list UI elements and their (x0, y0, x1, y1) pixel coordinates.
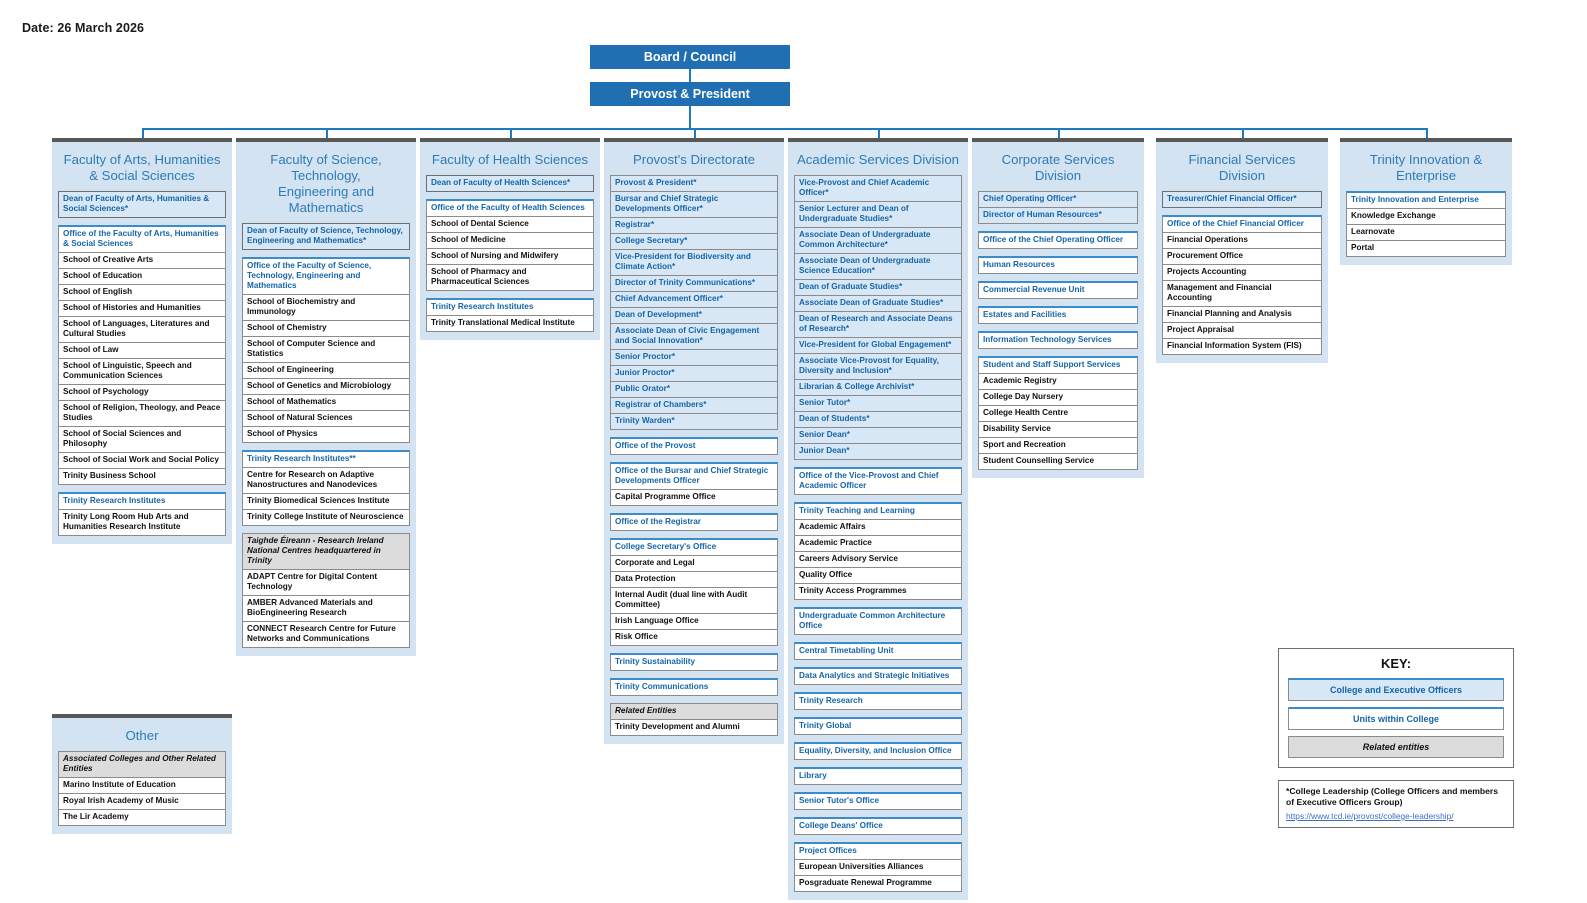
column-title: Corporate Services Division (1001, 152, 1115, 183)
unit-box[interactable]: Student Counselling Service (978, 453, 1138, 470)
officer-box[interactable]: Bursar and Chief Strategic Developments Officer* (610, 191, 778, 218)
officer-box[interactable]: College Secretary* (610, 233, 778, 250)
officer-box[interactable]: Registrar* (610, 217, 778, 234)
key-item-officer: College and Executive Officers (1288, 678, 1504, 701)
column-title: Financial Services Division (1188, 152, 1296, 183)
unit-box[interactable]: Trinity Long Room Hub Arts and Humanities Research Institute (58, 509, 226, 536)
box-group (794, 767, 962, 785)
unit-box[interactable]: Posgraduate Renewal Programme (794, 875, 962, 892)
date-label: Date: 26 March 2026 (22, 21, 145, 35)
column-other (52, 714, 232, 834)
key-legend (1278, 648, 1514, 768)
box-group (610, 513, 778, 531)
unit-head-box[interactable]: Trinity Research (794, 692, 962, 710)
unit-head-box[interactable]: Office of the Faculty of Arts, Humanities & Social Sciences (58, 225, 226, 253)
unit-box[interactable]: Disability Service (978, 421, 1138, 438)
officer-box[interactable]: Junior Proctor* (610, 365, 778, 382)
connector-bus (142, 128, 1426, 130)
unit-box[interactable]: School of Mathematics (242, 394, 410, 411)
officer-box[interactable]: Vice-President for Global Engagement* (794, 337, 962, 354)
unit-box[interactable]: ADAPT Centre for Digital Content Technology (242, 569, 410, 596)
officer-box[interactable]: Senior Tutor* (794, 395, 962, 412)
unit-box[interactable]: Trinity Access Programmes (794, 583, 962, 600)
column-academic-services-division (788, 138, 968, 900)
unit-box[interactable]: Academic Practice (794, 535, 962, 552)
unit-head-box[interactable]: Information Technology Services (978, 331, 1138, 349)
unit-box[interactable]: School of Pharmacy and Pharmaceutical Sciences (426, 264, 594, 291)
unit-head-box[interactable]: Trinity Global (794, 717, 962, 735)
unit-box[interactable]: School of Law (58, 342, 226, 359)
connector-drop-7 (1426, 128, 1428, 138)
unit-box[interactable]: Risk Office (610, 629, 778, 646)
column-title: Provost's Directorate (633, 152, 755, 167)
column-title: Trinity Innovation & Enterprise (1369, 152, 1483, 183)
unit-box[interactable]: Quality Office (794, 567, 962, 584)
unit-head-box[interactable]: Senior Tutor's Office (794, 792, 962, 810)
unit-box[interactable]: School of Medicine (426, 232, 594, 249)
unit-box[interactable]: Academic Affairs (794, 519, 962, 536)
unit-box[interactable]: Internal Audit (dual line with Audit Committee) (610, 587, 778, 614)
unit-box[interactable]: School of Education (58, 268, 226, 285)
box-group (58, 191, 226, 218)
officer-box[interactable]: Dean of Research and Associate Deans of Research* (794, 311, 962, 338)
key-item-related: Related entities (1288, 736, 1504, 758)
unit-head-box[interactable]: College Deans' Office (794, 817, 962, 835)
footnote-box (1278, 780, 1514, 828)
unit-head-box[interactable]: Office of the Faculty of Science, Technology, Engineering and Mathematics (242, 257, 410, 295)
box-group (978, 231, 1138, 249)
unit-head-box[interactable]: Office of the Faculty of Health Sciences (426, 199, 594, 217)
box-group (426, 199, 594, 291)
officer-box[interactable]: Dean of Development* (610, 307, 778, 324)
unit-head-box[interactable]: Central Timetabling Unit (794, 642, 962, 660)
officer-box[interactable]: Dean of Graduate Studies* (794, 279, 962, 296)
unit-box[interactable]: School of Chemistry (242, 320, 410, 337)
box-group (242, 223, 410, 250)
officer-box[interactable]: Treasurer/Chief Financial Officer* (1162, 191, 1322, 208)
key-title: KEY: (1380, 656, 1412, 671)
column-trinity-innovation-enterprise (1340, 138, 1512, 265)
unit-box[interactable]: Financial Information System (FIS) (1162, 338, 1322, 355)
column-financial-services-division (1156, 138, 1328, 363)
box-group (794, 817, 962, 835)
box-group (794, 792, 962, 810)
box-group (978, 281, 1138, 299)
unit-box[interactable]: Marino Institute of Education (58, 777, 226, 794)
officer-box[interactable]: Associate Dean of Undergraduate Common Architecture* (794, 227, 962, 254)
unit-head-box[interactable]: Trinity Communications (610, 678, 778, 696)
unit-head-box[interactable]: Commercial Revenue Unit (978, 281, 1138, 299)
column-faculty-of-arts-humanities-social-scienc (52, 138, 232, 544)
officer-box[interactable]: Librarian & College Archivist* (794, 379, 962, 396)
related-entity-header[interactable]: Related Entities (610, 703, 778, 720)
box-group (610, 653, 778, 671)
unit-box[interactable]: College Health Centre (978, 405, 1138, 422)
column-provost-s-directorate (604, 138, 784, 744)
box-group (242, 450, 410, 526)
unit-box[interactable]: Trinity College Institute of Neuroscience (242, 509, 410, 526)
box-group (242, 533, 410, 648)
connector-drop-4 (878, 128, 880, 138)
officer-box[interactable]: Dean of Students* (794, 411, 962, 428)
box-group (978, 191, 1138, 224)
box-group (794, 607, 962, 635)
unit-box[interactable]: School of Languages, Literatures and Cultural Studies (58, 316, 226, 343)
officer-box[interactable]: Director of Human Resources* (978, 207, 1138, 224)
connector-drop-1 (326, 128, 328, 138)
box-group (58, 751, 226, 826)
unit-box[interactable]: School of Psychology (58, 384, 226, 401)
officer-box[interactable]: Dean of Faculty of Arts, Humanities & Social Sciences* (58, 191, 226, 218)
unit-box[interactable]: Knowledge Exchange (1346, 208, 1506, 225)
officer-box[interactable]: Associate Dean of Graduate Studies* (794, 295, 962, 312)
unit-box[interactable]: School of Religion, Theology, and Peace Studies (58, 400, 226, 427)
college-leadership-link[interactable]: https://www.tcd.ie/provost/college-leadership/ (1286, 811, 1454, 821)
footnote-text: *College Leadership (College Officers and members of Executive Officers Group) (1286, 786, 1499, 807)
key-items (1288, 678, 1504, 758)
column-title: Faculty of Health Sciences (431, 152, 589, 167)
unit-head-box[interactable]: Office of the Chief Financial Officer (1162, 215, 1322, 233)
column-title: Faculty of Science, Technology, Engineering and Mathematics (270, 152, 382, 215)
column-faculty-of-science-technology-engineerin (236, 138, 416, 656)
unit-head-box[interactable]: Trinity Research Institutes** (242, 450, 410, 468)
unit-head-box[interactable]: Trinity Research Institutes (426, 298, 594, 316)
unit-head-box[interactable]: Office of the Chief Operating Officer (978, 231, 1138, 249)
unit-box[interactable]: Trinity Translational Medical Institute (426, 315, 594, 332)
column-title: Other (125, 728, 159, 743)
box-group (978, 356, 1138, 470)
unit-box[interactable]: School of Computer Science and Statistics (242, 336, 410, 363)
officer-box[interactable]: Dean of Faculty of Science, Technology, Engineering and Mathematics* (242, 223, 410, 250)
unit-head-box[interactable]: Equality, Diversity, and Inclusion Office (794, 742, 962, 760)
unit-box[interactable]: School of Engineering (242, 362, 410, 379)
connector-board-to-provost (689, 69, 691, 82)
box-group (610, 538, 778, 646)
box-group (794, 502, 962, 600)
unit-box[interactable]: School of Nursing and Midwifery (426, 248, 594, 265)
unit-box[interactable]: Careers Advisory Service (794, 551, 962, 568)
unit-box[interactable]: AMBER Advanced Materials and BioEngineering Research (242, 595, 410, 622)
key-item-unithead: Units within College (1288, 707, 1504, 730)
box-group (794, 692, 962, 710)
unit-box[interactable]: Trinity Biomedical Sciences Institute (242, 493, 410, 510)
unit-box[interactable]: Financial Operations (1162, 232, 1322, 249)
unit-box[interactable]: School of Dental Science (426, 216, 594, 233)
box-group (794, 175, 962, 460)
unit-box[interactable]: School of Histories and Humanities (58, 300, 226, 317)
connector-drop-3 (694, 128, 696, 138)
unit-box[interactable]: School of Genetics and Microbiology (242, 378, 410, 395)
officer-box[interactable]: Dean of Faculty of Health Sciences* (426, 175, 594, 192)
unit-head-box[interactable]: Trinity Teaching and Learning (794, 502, 962, 520)
officer-box[interactable]: Senior Proctor* (610, 349, 778, 366)
box-group (1346, 191, 1506, 257)
unit-box[interactable]: Portal (1346, 240, 1506, 257)
box-group (794, 667, 962, 685)
unit-head-box[interactable]: College Secretary's Office (610, 538, 778, 556)
officer-box[interactable]: Associate Dean of Undergraduate Science Education* (794, 253, 962, 280)
unit-box[interactable]: Learnovate (1346, 224, 1506, 241)
unit-box[interactable]: Centre for Research on Adaptive Nanostructures and Nanodevices (242, 467, 410, 494)
officer-box[interactable]: Associate Vice-Provost for Equality, Diversity and Inclusion* (794, 353, 962, 380)
box-group (426, 175, 594, 192)
officer-box[interactable]: Registrar of Chambers* (610, 397, 778, 414)
unit-box[interactable]: School of Physics (242, 426, 410, 443)
unit-head-box[interactable]: Office of the Vice-Provost and Chief Academic Officer (794, 467, 962, 495)
connector-drop-5 (1058, 128, 1060, 138)
unit-head-box[interactable]: Office of the Registrar (610, 513, 778, 531)
officer-box[interactable]: Vice-Provost and Chief Academic Officer* (794, 175, 962, 202)
unit-box[interactable]: Trinity Development and Alumni (610, 719, 778, 736)
unit-box[interactable]: School of Social Work and Social Policy (58, 452, 226, 469)
box-group (610, 175, 778, 430)
box-group (978, 256, 1138, 274)
unit-box[interactable]: Projects Accounting (1162, 264, 1322, 281)
box-group (794, 642, 962, 660)
box-group (1162, 191, 1322, 208)
box-group (794, 467, 962, 495)
unit-box[interactable]: School of Creative Arts (58, 252, 226, 269)
connector-drop-0 (142, 128, 144, 138)
officer-box[interactable]: Vice-President for Biodiversity and Climate Action* (610, 249, 778, 276)
box-group (610, 437, 778, 455)
unit-head-box[interactable]: Trinity Sustainability (610, 653, 778, 671)
unit-box[interactable]: Financial Planning and Analysis (1162, 306, 1322, 323)
unit-box[interactable]: Management and Financial Accounting (1162, 280, 1322, 307)
unit-box[interactable]: School of Social Sciences and Philosophy (58, 426, 226, 453)
officer-box[interactable]: Senior Lecturer and Dean of Undergraduate Studies* (794, 201, 962, 228)
related-entity-header[interactable]: Taighde Éireann - Research Ireland National Centres headquartered in Trinity (242, 533, 410, 570)
unit-box[interactable]: School of Linguistic, Speech and Communication Sciences (58, 358, 226, 385)
officer-box[interactable]: Provost & President* (610, 175, 778, 192)
unit-box[interactable]: School of Biochemistry and Immunology (242, 294, 410, 321)
unit-head-box[interactable]: Office of the Bursar and Chief Strategic Developments Officer (610, 462, 778, 490)
unit-head-box[interactable]: Estates and Facilities (978, 306, 1138, 324)
unit-box[interactable]: Project Appraisal (1162, 322, 1322, 339)
box-group (610, 462, 778, 506)
unit-head-box[interactable]: Human Resources (978, 256, 1138, 274)
unit-box[interactable]: School of Natural Sciences (242, 410, 410, 427)
unit-box[interactable]: Academic Registry (978, 373, 1138, 390)
unit-head-box[interactable]: Undergraduate Common Architecture Office (794, 607, 962, 635)
unit-head-box[interactable]: Trinity Research Institutes (58, 492, 226, 510)
unit-box[interactable]: Capital Programme Office (610, 489, 778, 506)
connector-drop-2 (510, 128, 512, 138)
column-title: Faculty of Arts, Humanities & Social Sciences (63, 152, 221, 183)
unit-box[interactable]: Data Protection (610, 571, 778, 588)
unit-box[interactable]: Corporate and Legal (610, 555, 778, 572)
box-group (794, 742, 962, 760)
unit-box[interactable]: Royal Irish Academy of Music (58, 793, 226, 810)
related-entity-header[interactable]: Associated Colleges and Other Related Entities (58, 751, 226, 778)
box-group (58, 492, 226, 536)
officer-box[interactable]: Chief Operating Officer* (978, 191, 1138, 208)
officer-box[interactable]: Director of Trinity Communications* (610, 275, 778, 292)
unit-box[interactable]: College Day Nursery (978, 389, 1138, 406)
column-corporate-services-division (972, 138, 1144, 478)
unit-head-box[interactable]: Library (794, 767, 962, 785)
box-group (58, 225, 226, 485)
officer-box[interactable]: Trinity Warden* (610, 413, 778, 430)
officer-box[interactable]: Associate Dean of Civic Engagement and Social Innovation* (610, 323, 778, 350)
box-group (610, 703, 778, 736)
unit-box[interactable]: The Lir Academy (58, 809, 226, 826)
box-group (794, 842, 962, 892)
unit-head-box[interactable]: Project Offices (794, 842, 962, 860)
unit-head-box[interactable]: Trinity Innovation and Enterprise (1346, 191, 1506, 209)
box-group (426, 298, 594, 332)
unit-box[interactable]: School of English (58, 284, 226, 301)
unit-box[interactable]: Trinity Business School (58, 468, 226, 485)
officer-box[interactable]: Public Orator* (610, 381, 778, 398)
box-group (978, 331, 1138, 349)
box-group (794, 717, 962, 735)
unit-head-box[interactable]: Student and Staff Support Services (978, 356, 1138, 374)
unit-box[interactable]: Sport and Recreation (978, 437, 1138, 454)
column-title: Academic Services Division (797, 152, 959, 167)
officer-box[interactable]: Senior Dean* (794, 427, 962, 444)
officer-box[interactable]: Chief Advancement Officer* (610, 291, 778, 308)
column-faculty-of-health-sciences (420, 138, 600, 340)
unit-box[interactable]: Procurement Office (1162, 248, 1322, 265)
unit-head-box[interactable]: Office of the Provost (610, 437, 778, 455)
provost-president-box[interactable]: Provost & President (590, 82, 790, 106)
connector-drop-6 (1242, 128, 1244, 138)
unit-box[interactable]: Irish Language Office (610, 613, 778, 630)
box-group (978, 306, 1138, 324)
box-group (610, 678, 778, 696)
box-group (1162, 215, 1322, 355)
board-council-box[interactable]: Board / Council (590, 45, 790, 69)
officer-box[interactable]: Junior Dean* (794, 443, 962, 460)
unit-box[interactable]: European Universities Alliances (794, 859, 962, 876)
unit-box[interactable]: CONNECT Research Centre for Future Networks and Communications (242, 621, 410, 648)
unit-head-box[interactable]: Data Analytics and Strategic Initiatives (794, 667, 962, 685)
box-group (242, 257, 410, 443)
connector-provost-stem (689, 106, 691, 128)
